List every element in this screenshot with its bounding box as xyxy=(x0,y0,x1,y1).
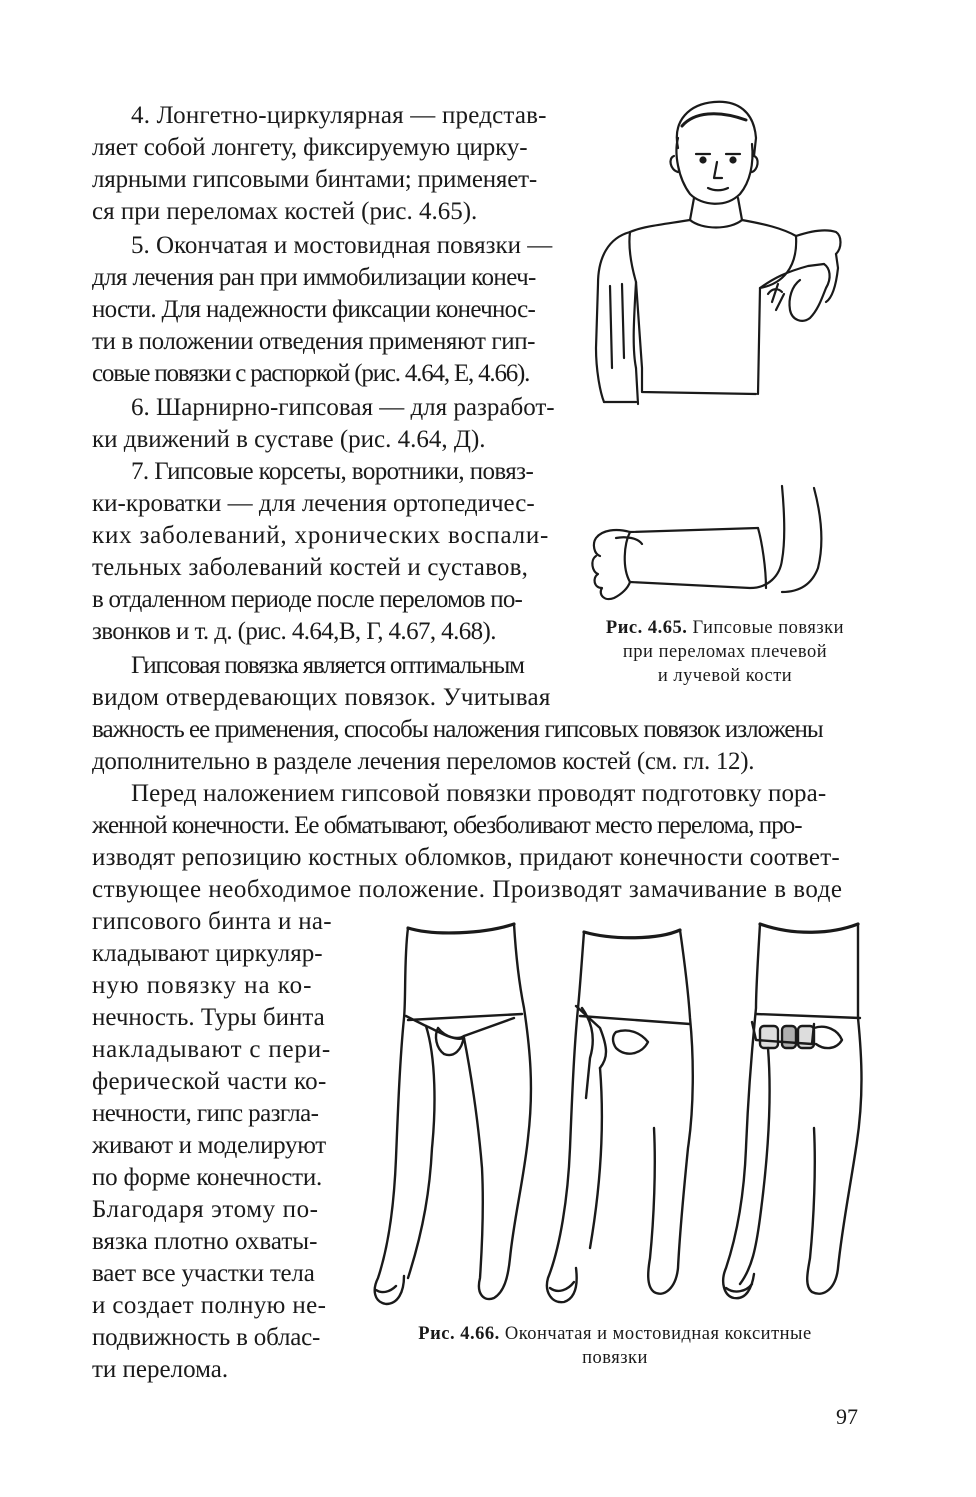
text-line: ки-кроватки — для лечения ортопедичес- xyxy=(92,490,535,517)
text-line: Благодаря этому по- xyxy=(92,1196,319,1223)
text-line: ляет собой лонгету, фиксируемую цирку- xyxy=(92,134,528,161)
text-line: 6. Шарнирно-гипсовая — для разработ- xyxy=(131,394,555,421)
text-line: вязка плотно охваты- xyxy=(92,1228,318,1255)
text-line: Гипсовая повязка является оптимальным xyxy=(131,652,524,679)
figure-label: Рис. 4.66. xyxy=(418,1324,500,1344)
text-line: подвижность в облас- xyxy=(92,1324,321,1351)
cast-bridge-figure xyxy=(547,930,693,1302)
text-line: звонков и т. д. (рис. 4.64,В, Г, 4.67, 4.68). xyxy=(92,618,496,645)
text-line: тельных заболеваний костей и суставов, xyxy=(92,554,529,581)
caption-line: при переломах плечевой xyxy=(622,642,828,662)
figure-4-65-caption xyxy=(580,616,870,688)
text-line: ких заболеваний, хронических воспали- xyxy=(92,522,550,549)
text-line: 4. Лонгетно-циркулярная — представ- xyxy=(131,102,547,129)
text-line: ности. Для надежности фиксации конечнос- xyxy=(92,296,536,323)
text-line: ся при переломах костей (рис. 4.65). xyxy=(92,198,478,225)
text-line: ти перелома. xyxy=(92,1356,229,1383)
text-line: нечности, гипс разгла- xyxy=(92,1100,319,1127)
text-line: накладывают с пери- xyxy=(92,1036,332,1063)
caption-line: повязки xyxy=(582,1348,648,1368)
figure-4-66-caption xyxy=(364,1322,866,1370)
page-number: 97 xyxy=(836,1404,858,1429)
text-line: изводят репозицию костных обломков, придают конечности соответ- xyxy=(92,844,840,871)
caption-text: Гипсовые повязки xyxy=(692,618,845,638)
text-line: видом отвердевающих повязок. Учитывая xyxy=(92,684,551,711)
text-line: 5. Окончатая и мостовидная повязки — xyxy=(131,232,553,259)
figure-label: Рис. 4.65. xyxy=(605,618,688,638)
figure-4-65-illustration xyxy=(586,98,860,608)
text-line: ствующее необходимое положение. Производят замачивание в воде xyxy=(92,876,843,903)
text-line: и создает полную не- xyxy=(92,1292,327,1319)
text-line: Перед наложением гипсовой повязки проводят подготовку пора- xyxy=(131,780,827,807)
text-line: для лечения ран при иммобилизации конеч- xyxy=(92,264,536,291)
text-line: женной конечности. Ее обматывают, обезболивают место перелома, про- xyxy=(92,812,802,839)
text-line: важность ее применения, способы наложения гипсовых повязок изложены xyxy=(92,716,823,743)
caption-text: Окончатая и мостовидная кокситные xyxy=(504,1324,812,1344)
cast-window-figure xyxy=(375,924,531,1304)
caption-line xyxy=(364,1322,866,1346)
figure-4-66-illustration xyxy=(364,918,866,1314)
text-line: по форме конечности. xyxy=(92,1164,323,1191)
cast-spreader-figure xyxy=(723,924,861,1298)
text-line: ки движений в суставе (рис. 4.64, Д). xyxy=(92,426,486,453)
text-line: в отдаленном периоде после переломов по- xyxy=(92,586,523,613)
text-line: дополнительно в разделе лечения переломов костей (см. гл. 12). xyxy=(92,748,755,775)
text-line: ферической части ко- xyxy=(92,1068,327,1095)
text-line: живают и моделируют xyxy=(92,1132,326,1159)
text-line: лярными гипсовыми бинтами; применяет- xyxy=(92,166,537,193)
text-line: совые повязки с распоркой (рис. 4.64, Е, 4.66). xyxy=(92,360,530,387)
text-line: ти в положении отведения применяют гип- xyxy=(92,328,536,355)
text-line: гипсового бинта и на- xyxy=(92,908,332,935)
text-line: нечность. Туры бинта xyxy=(92,1004,325,1031)
text-line: 7. Гипсовые корсеты, воротники, повяз- xyxy=(131,458,534,485)
text-line: вает все участки тела xyxy=(92,1260,315,1287)
text-line: ную повязку на ко- xyxy=(92,972,313,999)
caption-line xyxy=(580,616,870,640)
caption-line: и лучевой кости xyxy=(657,666,793,686)
text-line: кладывают циркуляр- xyxy=(92,940,323,967)
